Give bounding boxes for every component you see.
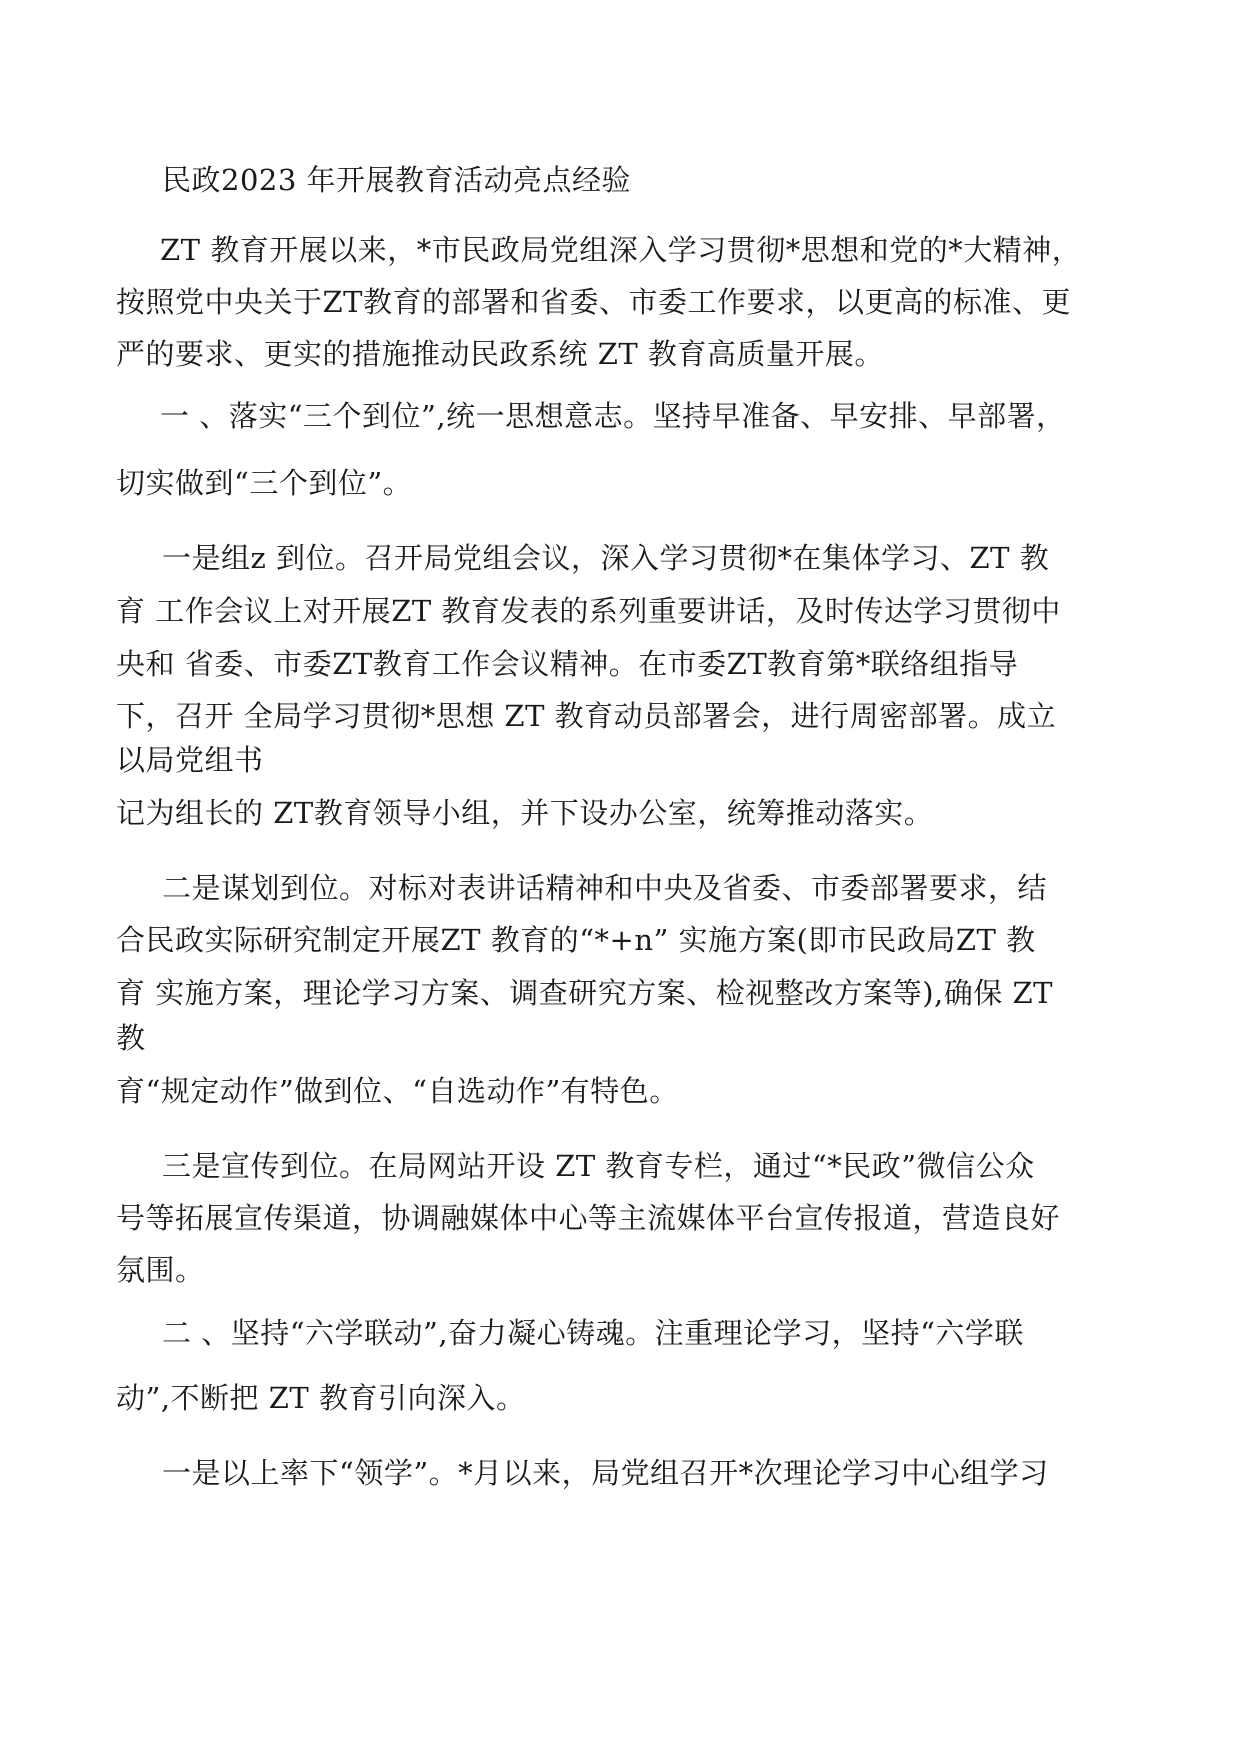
paragraph-line: 严的要求、更实的措施推动民政系统 ZT 教育高质量开展。 (116, 337, 884, 371)
paragraph-line: 一是以上率下“领学”。*月以来，局党组召开*次理论学习中心组学习 (162, 1456, 1049, 1490)
paragraph-line: 央和 省委、市委ZT教育工作会议精神。在市委ZT教育第*联络组指导 (116, 647, 1019, 681)
paragraph-line: 合民政实际研究制定开展ZT 教育的“*+n” 实施方案(即市民政局ZT 教 (116, 923, 1036, 957)
paragraph-line: 一 、落实“三个到位”,统一思想意志。坚持早准备、早安排、早部署， (160, 399, 1066, 433)
paragraph-line: 教 (116, 1021, 146, 1055)
paragraph-line: 以局党组书 (116, 743, 264, 777)
paragraph-line: 记为组长的 ZT教育领导小组，并下设办公室，统筹推动落实。 (116, 796, 934, 830)
document-title: 民政2023 年开展教育活动亮点经验 (162, 163, 632, 197)
paragraph-line: 切实做到“三个到位”。 (116, 466, 413, 500)
paragraph-line: 氛围。 (116, 1253, 205, 1287)
paragraph-line: 育 工作会议上对开展ZT 教育发表的系列重要讲话，及时传达学习贯彻中 (116, 594, 1061, 628)
paragraph-line: 下，召开 全局学习贯彻*思想 ZT 教育动员部署会，进行周密部署。成立 (116, 699, 1057, 733)
paragraph-line: 育 实施方案，理论学习方案、调查研究方案、检视整改方案等),确保 ZT (116, 976, 1053, 1010)
paragraph-line: 三是宣传到位。在局网站开设 ZT 教育专栏，通过“*民政”微信公众 (162, 1149, 1035, 1183)
paragraph-line: 按照党中央关于ZT教育的部署和省委、市委工作要求，以更高的标准、更 (116, 285, 1071, 319)
paragraph-line: 二是谋划到位。对标对表讲话精神和中央及省委、市委部署要求，结 (162, 871, 1048, 905)
paragraph-line: 号等拓展宣传渠道，协调融媒体中心等主流媒体平台宣传报道，营造良好 (116, 1201, 1061, 1235)
paragraph-line: 一是组z 到位。召开局党组会议，深入学习贯彻*在集体学习、ZT 教 (162, 541, 1050, 575)
paragraph-line: 二 、坚持“六学联动”,奋力凝心铸魂。注重理论学习，坚持“六学联 (162, 1316, 1024, 1350)
paragraph-line: 动”,不断把 ZT 教育引向深入。 (116, 1381, 526, 1415)
paragraph-line: 育“规定动作”做到位、“自选动作”有特色。 (116, 1074, 679, 1108)
paragraph-line: ZT 教育开展以来，*市民政局党组深入学习贯彻*思想和党的*大精神， (160, 233, 1082, 267)
